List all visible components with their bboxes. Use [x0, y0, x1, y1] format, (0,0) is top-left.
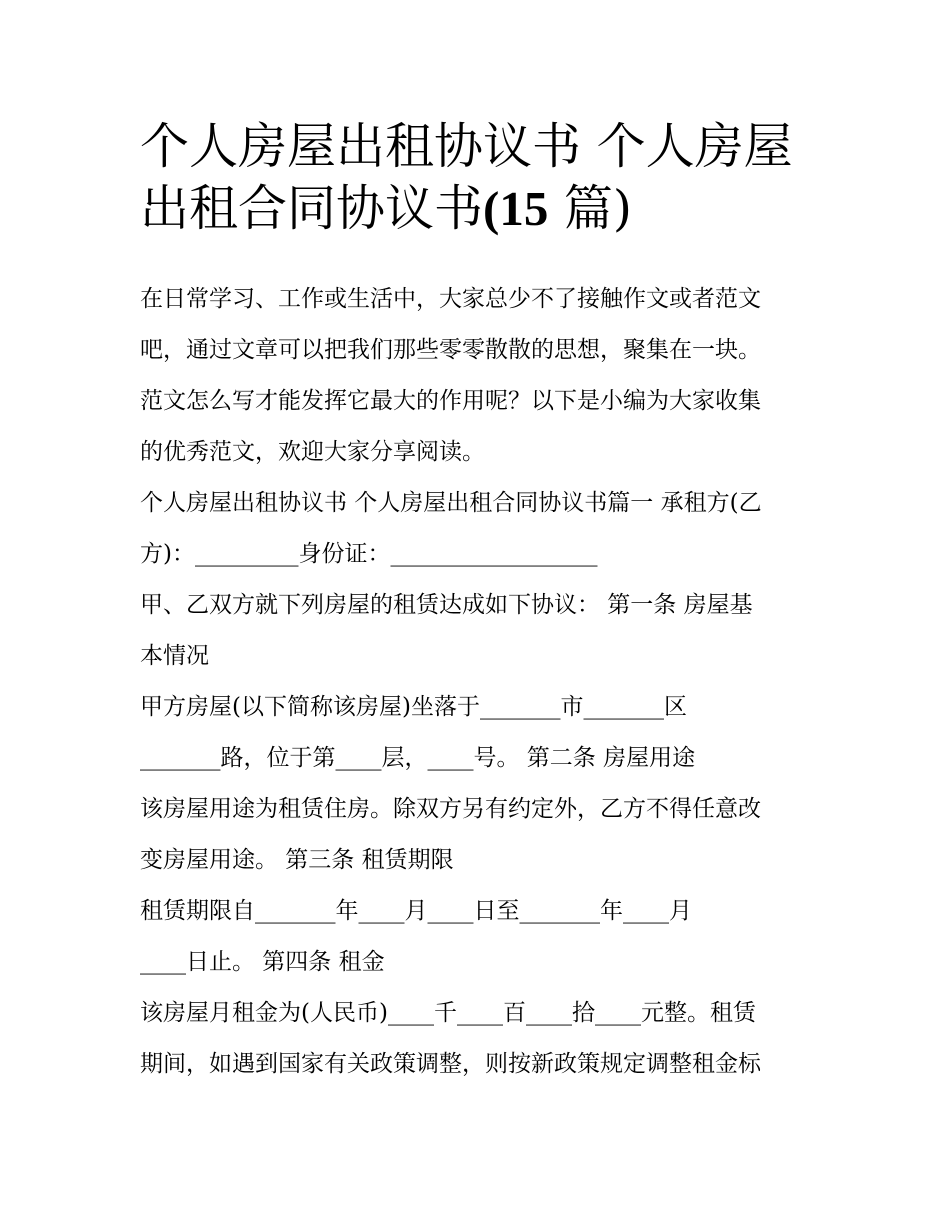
body-line-6: 方)：_________身份证：__________________ [140, 541, 598, 567]
title-count: (15 [483, 181, 549, 236]
body-line-7: 甲、乙双方就下列房屋的租赁达成如下协议： 第一条 房屋基 [140, 592, 753, 618]
title-suffix: 篇) [548, 180, 633, 237]
document-body [140, 274, 830, 1090]
body-line-5: 个人房屋出租协议书 个人房屋出租合同协议书篇一 承租方(乙 [140, 490, 762, 516]
body-line-2: 吧，通过文章可以把我们那些零零散散的思想，聚集在一块。 [140, 337, 761, 363]
body-line-10: _______路，位于第____层，____号。 第二条 房屋用途 [140, 745, 696, 771]
body-line-11: 该房屋用途为租赁住房。除双方另有约定外，乙方不得任意改 [140, 796, 761, 822]
title-line-1: 个人房屋出租协议书 个人房屋 [140, 118, 793, 175]
body-line-15: 该房屋月租金为(人民币)____千____百____拾____元整。租赁 [140, 1000, 756, 1026]
title-line-2 [140, 178, 830, 240]
body-line-9: 甲方房屋(以下简称该房屋)坐落于_______市_______区 [140, 694, 687, 720]
document-title [140, 116, 830, 240]
body-line-12: 变房屋用途。 第三条 租赁期限 [140, 847, 454, 873]
body-line-4: 的优秀范文，欢迎大家分享阅读。 [140, 439, 485, 465]
body-line-16: 期间，如遇到国家有关政策调整，则按新政策规定调整租金标 [140, 1051, 761, 1077]
body-line-1: 在日常学习、工作或生活中，大家总少不了接触作文或者范文 [140, 286, 761, 312]
body-line-3: 范文怎么写才能发挥它最大的作用呢？以下是小编为大家收集 [140, 388, 761, 414]
body-line-8: 本情况 [140, 643, 209, 669]
body-line-13: 租赁期限自_______年____月____日至_______年____月 [140, 898, 692, 924]
body-line-14: ____日止。 第四条 租金 [140, 949, 385, 975]
title-line-2-text: 出租合同协议书 [140, 180, 484, 237]
